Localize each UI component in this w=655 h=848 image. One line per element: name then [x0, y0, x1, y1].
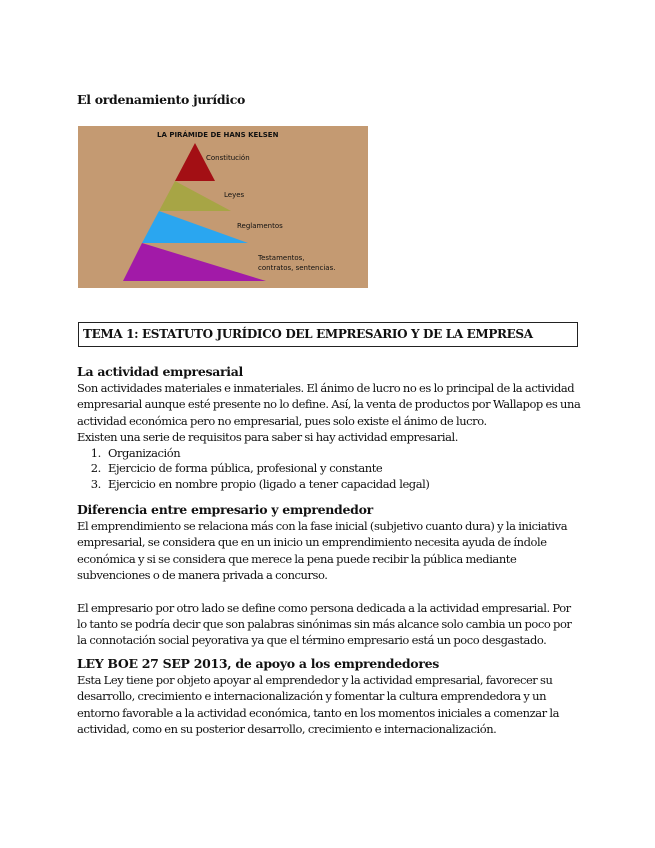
section-paragraph: Existen una serie de requisitos para saber si hay actividad empresarial. — [77, 430, 458, 445]
pyramid-level-constitucion — [175, 143, 215, 181]
section-heading: La actividad empresarial — [77, 364, 243, 379]
figure-title: LA PIRÁMIDE DE HANS KELSEN — [157, 131, 279, 139]
list-item: 3. Ejercicio en nombre propio (ligado a tener capacidad legal) — [104, 477, 582, 493]
section-actividad-empresarial — [77, 364, 582, 493]
list-item: 1. Organización — [104, 446, 582, 462]
tema-heading-box: TEMA 1: ESTATUTO JURÍDICO DEL EMPRESARIO Y DE LA EMPRESA — [78, 322, 578, 347]
document-title: El ordenamiento jurídico — [77, 92, 246, 107]
section-paragraph: El emprendimiento se relaciona más con la fase inicial (subjetivo cuanto dura) y la iniciativa empresarial, se considera que en un inicio un emprendimiento necesita ayuda de índole económica y si se considera que merece la pena puede recibir la pública mediante subvenciones o de manera privada a concurso. — [77, 519, 568, 583]
section-ley-boe — [77, 656, 582, 738]
list-item: 2. Ejercicio de forma pública, profesional y constante — [104, 461, 582, 477]
label-reglamentos: Reglamentos — [237, 222, 283, 230]
kelsen-pyramid-figure — [78, 126, 368, 288]
label-constitucion: Constitución — [206, 154, 250, 162]
section-paragraph: El empresario por otro lado se define como persona dedicada a la actividad empresarial. Por lo tanto se podría decir que son palabras sinónimas sin más alcance solo cambia un poco por la connotación social peyorativa ya que el término empresario está un poco desgastado. — [77, 600, 572, 648]
section-paragraph: Esta Ley tiene por objeto apoyar al emprendedor y la actividad empresarial, favorecer su desarrollo, crecimiento e internacionalización y fomentar la cultura emprendedora y un entorno favorable a la actividad económica, tanto en los momentos iniciales a comenzar la actividad, como en su posterior desarrollo, crecimiento e internacionalización. — [77, 673, 560, 737]
pyramid-diagram — [78, 126, 368, 288]
pyramid-level-leyes — [159, 181, 231, 211]
pyramid-level-base — [123, 243, 266, 281]
section-heading: LEY BOE 27 SEP 2013, de apoyo a los emprendedores — [77, 656, 439, 671]
label-base-line1: Testamentos, — [258, 254, 305, 262]
requirements-list — [77, 446, 582, 493]
label-base-line2: contratos, sentencias. — [258, 264, 336, 272]
section-heading: Diferencia entre empresario y emprendedor — [77, 502, 373, 517]
pyramid-level-reglamentos — [142, 211, 248, 243]
label-leyes: Leyes — [224, 191, 245, 199]
section-paragraph: Son actividades materiales e inmateriales. El ánimo de lucro no es lo principal de la actividad empresarial aunque esté presente no lo define. Así, la venta de productos por Wallapop es una actividad económica pero no empresarial, pues solo existe el ánimo de lucro. — [77, 381, 581, 428]
section-empresario-emprendedor — [77, 502, 582, 649]
